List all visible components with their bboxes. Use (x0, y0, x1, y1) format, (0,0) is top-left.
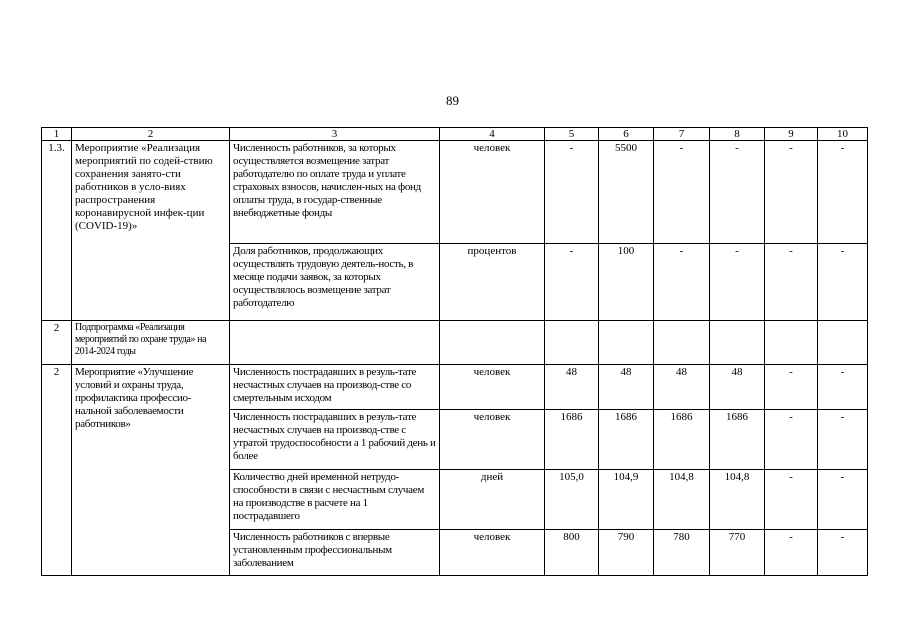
value-col9: - (765, 410, 818, 470)
table-row (42, 365, 868, 410)
value-col8: - (710, 141, 765, 244)
unit: процентов (440, 244, 545, 321)
table-row (42, 321, 868, 365)
empty-cell (818, 321, 868, 365)
value-col6: 104,9 (599, 470, 654, 530)
row-number: 2 (42, 321, 72, 365)
value-col9: - (765, 470, 818, 530)
empty-cell (765, 321, 818, 365)
header-row (42, 128, 868, 141)
value-col10: - (818, 530, 868, 576)
value-col5: 48 (545, 365, 599, 410)
column-header: 8 (710, 128, 765, 141)
column-header: 10 (818, 128, 868, 141)
value-col9: - (765, 530, 818, 576)
value-col8: - (710, 244, 765, 321)
empty-cell (545, 321, 599, 365)
indicator-name: Численность работников с впервые установленным профессиональным заболеванием (230, 530, 440, 576)
row-number: 1.3. (42, 141, 72, 321)
value-col6: 100 (599, 244, 654, 321)
column-header: 9 (765, 128, 818, 141)
value-col6: 48 (599, 365, 654, 410)
value-col8: 770 (710, 530, 765, 576)
empty-cell (710, 321, 765, 365)
value-col5: 105,0 (545, 470, 599, 530)
indicator-name: Численность работников, за которых осуществляется возмещение затрат работодателю по оплате труда и уплате страховых взносов, начислен-ных на фонд оплаты труда, в государ-ственные внебюджетные фонды (230, 141, 440, 244)
column-header: 2 (72, 128, 230, 141)
value-col6: 790 (599, 530, 654, 576)
value-col8: 48 (710, 365, 765, 410)
column-header: 7 (654, 128, 710, 141)
unit: человек (440, 530, 545, 576)
event-name: Мероприятие «Реализация мероприятий по содей-ствию сохранения занято-сти работников в усло-виях распространения коронавирусной инфек-ции (COVID-19)» (72, 141, 230, 321)
value-col5: 800 (545, 530, 599, 576)
indicator-name: Доля работников, продолжающих осуществлять трудовую деятель-ность, в месяце подачи заявок, за которых осуществлялось возмещение затрат работодателю (230, 244, 440, 321)
value-col7: - (654, 244, 710, 321)
value-col9: - (765, 365, 818, 410)
column-header: 3 (230, 128, 440, 141)
value-col7: 48 (654, 365, 710, 410)
value-col10: - (818, 365, 868, 410)
value-col5: - (545, 141, 599, 244)
value-col6: 1686 (599, 410, 654, 470)
empty-cell (440, 321, 545, 365)
indicator-name: Численность пострадавших в резуль-тате несчастных случаев на производ-стве со смертельным исходом (230, 365, 440, 410)
value-col7: 104,8 (654, 470, 710, 530)
unit: человек (440, 365, 545, 410)
event-name: Мероприятие «Улучшение условий и охраны труда, профилактика профессио-нальной заболеваемости работников» (72, 365, 230, 576)
value-col10: - (818, 244, 868, 321)
value-col7: - (654, 141, 710, 244)
empty-cell (230, 321, 440, 365)
value-col10: - (818, 470, 868, 530)
empty-cell (654, 321, 710, 365)
value-col7: 780 (654, 530, 710, 576)
value-col9: - (765, 244, 818, 321)
value-col6: 5500 (599, 141, 654, 244)
unit: человек (440, 141, 545, 244)
value-col5: - (545, 244, 599, 321)
value-col10: - (818, 410, 868, 470)
value-col9: - (765, 141, 818, 244)
value-col5: 1686 (545, 410, 599, 470)
indicator-name: Количество дней временной нетрудо-способности в связи с несчастным случаем на производстве в расчете на 1 пострадавшего (230, 470, 440, 530)
subprogram-title: Подпрограмма «Реализация мероприятий по охране труда» на 2014-2024 годы (72, 321, 230, 365)
value-col8: 1686 (710, 410, 765, 470)
unit: дней (440, 470, 545, 530)
column-header: 1 (42, 128, 72, 141)
row-number: 2 (42, 365, 72, 576)
value-col8: 104,8 (710, 470, 765, 530)
indicator-name: Численность пострадавших в резуль-тате несчастных случаев на производ-стве с утратой трудоспособности а 1 рабочий день и более (230, 410, 440, 470)
value-col10: - (818, 141, 868, 244)
table-row (42, 141, 868, 244)
empty-cell (599, 321, 654, 365)
unit: человек (440, 410, 545, 470)
column-header: 6 (599, 128, 654, 141)
value-col7: 1686 (654, 410, 710, 470)
column-header: 4 (440, 128, 545, 141)
column-header: 5 (545, 128, 599, 141)
page-number: 89 (446, 93, 459, 108)
indicators-table (41, 127, 868, 576)
